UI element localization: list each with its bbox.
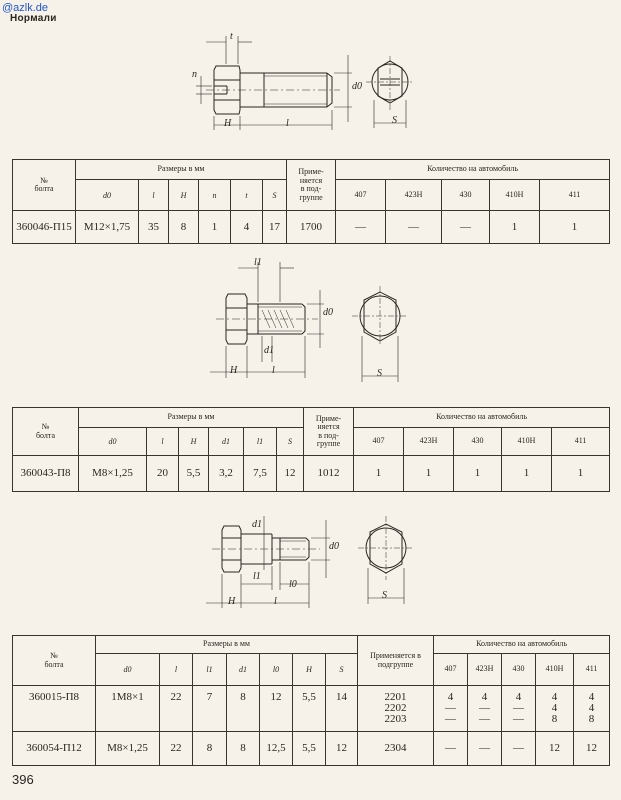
- dim-value: 20: [147, 456, 179, 492]
- dim-header: d1: [209, 428, 244, 456]
- qty-values: 4 4 8: [536, 686, 574, 732]
- bolt-number-header: № болта: [13, 408, 79, 456]
- dim-header: n: [199, 180, 231, 211]
- qty-value: 1: [404, 456, 454, 492]
- dim-value: 12: [326, 732, 358, 766]
- qty-value: 1: [354, 456, 404, 492]
- qty-value: —: [336, 211, 386, 244]
- qty-value: —: [468, 732, 502, 766]
- dim-value: 12,5: [260, 732, 293, 766]
- subgroup-value: 1012: [304, 456, 354, 492]
- model-header: 411: [552, 428, 610, 456]
- dim-label-l1: l1: [254, 257, 262, 268]
- dim-header: d0: [79, 428, 147, 456]
- bolt-number: 360054-П12: [13, 732, 96, 766]
- dim-value: 1М8×1: [96, 686, 160, 732]
- header-title: Нормали: [10, 13, 57, 24]
- dim-header: t: [231, 180, 263, 211]
- dim-header: l: [160, 654, 193, 686]
- qty-value: 1: [490, 211, 540, 244]
- qty-value: 1: [540, 211, 610, 244]
- dim-value: 12: [260, 686, 293, 732]
- dim-label-d1: d1: [252, 519, 262, 530]
- qty-header: Количество на автомобиль: [336, 160, 610, 180]
- dim-value: 8: [227, 732, 260, 766]
- dim-value: 22: [160, 732, 193, 766]
- dim-header: d1: [227, 654, 260, 686]
- dim-value: 3,2: [209, 456, 244, 492]
- dim-value: 5,5: [179, 456, 209, 492]
- sizes-header: Размеры в мм: [96, 636, 358, 654]
- qty-header: Количество на автомобиль: [434, 636, 610, 654]
- sizes-header: Размеры в мм: [79, 408, 304, 428]
- qty-value: 1: [454, 456, 502, 492]
- dim-label-l: l: [274, 596, 277, 607]
- subgroup-values: 2201 2202 2203: [358, 686, 434, 732]
- model-header: 411: [574, 654, 610, 686]
- sizes-header: Размеры в мм: [76, 160, 287, 180]
- dim-header: S: [326, 654, 358, 686]
- qty-values: 4 — —: [434, 686, 468, 732]
- dim-value: 1: [199, 211, 231, 244]
- watermark: @azlk.de: [2, 2, 49, 14]
- dim-header: l1: [244, 428, 277, 456]
- dim-header: S: [277, 428, 304, 456]
- dim-value: 14: [326, 686, 358, 732]
- dim-label-t: t: [230, 31, 233, 42]
- dim-value: 8: [169, 211, 199, 244]
- applied-header: Применяется в подгруппе: [358, 636, 434, 686]
- dim-header: l1: [193, 654, 227, 686]
- subgroup-value: 1700: [287, 211, 336, 244]
- model-header: 423Н: [468, 654, 502, 686]
- dim-value: 22: [160, 686, 193, 732]
- dim-header: H: [169, 180, 199, 211]
- dim-label-d0: d0: [329, 541, 339, 552]
- qty-header: Количество на автомобиль: [354, 408, 610, 428]
- dim-value: 4: [231, 211, 263, 244]
- dim-value: 17: [263, 211, 287, 244]
- dim-label-S: S: [377, 368, 382, 379]
- table-row: [13, 686, 610, 732]
- table-row: [13, 732, 610, 766]
- dim-value: М12×1,75: [76, 211, 139, 244]
- qty-values: 4 4 8: [574, 686, 610, 732]
- model-header: 430: [502, 654, 536, 686]
- model-header: 430: [442, 180, 490, 211]
- dim-label-l1: l1: [253, 571, 261, 582]
- qty-value: 12: [536, 732, 574, 766]
- model-header: 407: [434, 654, 468, 686]
- qty-value: 12: [574, 732, 610, 766]
- qty-values: 4 — —: [468, 686, 502, 732]
- dim-value: 7: [193, 686, 227, 732]
- dim-header: H: [293, 654, 326, 686]
- dim-label-l: l: [286, 118, 289, 129]
- dim-label-l0: l0: [289, 579, 297, 590]
- model-header: 410Н: [490, 180, 540, 211]
- model-header: 407: [336, 180, 386, 211]
- qty-value: —: [502, 732, 536, 766]
- applied-header: Приме- няется в под- группе: [287, 160, 336, 211]
- dim-label-S: S: [382, 590, 387, 601]
- dim-value: 12: [277, 456, 304, 492]
- dim-header: l: [139, 180, 169, 211]
- dim-value: 7,5: [244, 456, 277, 492]
- qty-value: 1: [502, 456, 552, 492]
- bolt-number: 360046-П15: [13, 211, 76, 244]
- subgroup-value: 2304: [358, 732, 434, 766]
- dim-value: 5,5: [293, 686, 326, 732]
- dim-label-H: H: [224, 118, 232, 129]
- qty-values: 4 — —: [502, 686, 536, 732]
- dim-header: S: [263, 180, 287, 211]
- bolt-number: 360043-П8: [13, 456, 79, 492]
- model-header: 423Н: [404, 428, 454, 456]
- dim-label-l: l: [272, 365, 275, 376]
- bolt-number-header: № болта: [13, 160, 76, 211]
- model-header: 430: [454, 428, 502, 456]
- applied-header: Приме- няется в под- группе: [304, 408, 354, 456]
- model-header: 410Н: [536, 654, 574, 686]
- dim-label-H: H: [230, 365, 238, 376]
- dim-label-n: n: [192, 69, 197, 80]
- dim-label-d1: d1: [264, 345, 274, 356]
- qty-value: —: [386, 211, 442, 244]
- model-header: 410Н: [502, 428, 552, 456]
- dim-label-S: S: [392, 115, 397, 126]
- dim-header: d0: [96, 654, 160, 686]
- dim-value: 8: [193, 732, 227, 766]
- dim-value: 35: [139, 211, 169, 244]
- dim-value: М8×1,25: [79, 456, 147, 492]
- dim-label-d0: d0: [352, 81, 362, 92]
- dim-header: H: [179, 428, 209, 456]
- qty-value: —: [442, 211, 490, 244]
- dim-header: l: [147, 428, 179, 456]
- dim-value: 8: [227, 686, 260, 732]
- qty-value: —: [434, 732, 468, 766]
- qty-value: 1: [552, 456, 610, 492]
- bolt-number: 360015-П8: [13, 686, 96, 732]
- dim-value: М8×1,25: [96, 732, 160, 766]
- dim-header: d0: [76, 180, 139, 211]
- bolt-number-header: № болта: [13, 636, 96, 686]
- model-header: 423Н: [386, 180, 442, 211]
- model-header: 407: [354, 428, 404, 456]
- page-number: 396: [12, 772, 34, 787]
- dim-label-d0: d0: [323, 307, 333, 318]
- dim-label-H: H: [228, 596, 236, 607]
- dim-value: 5,5: [293, 732, 326, 766]
- spec-table-3: [12, 635, 610, 766]
- dim-header: l0: [260, 654, 293, 686]
- model-header: 411: [540, 180, 610, 211]
